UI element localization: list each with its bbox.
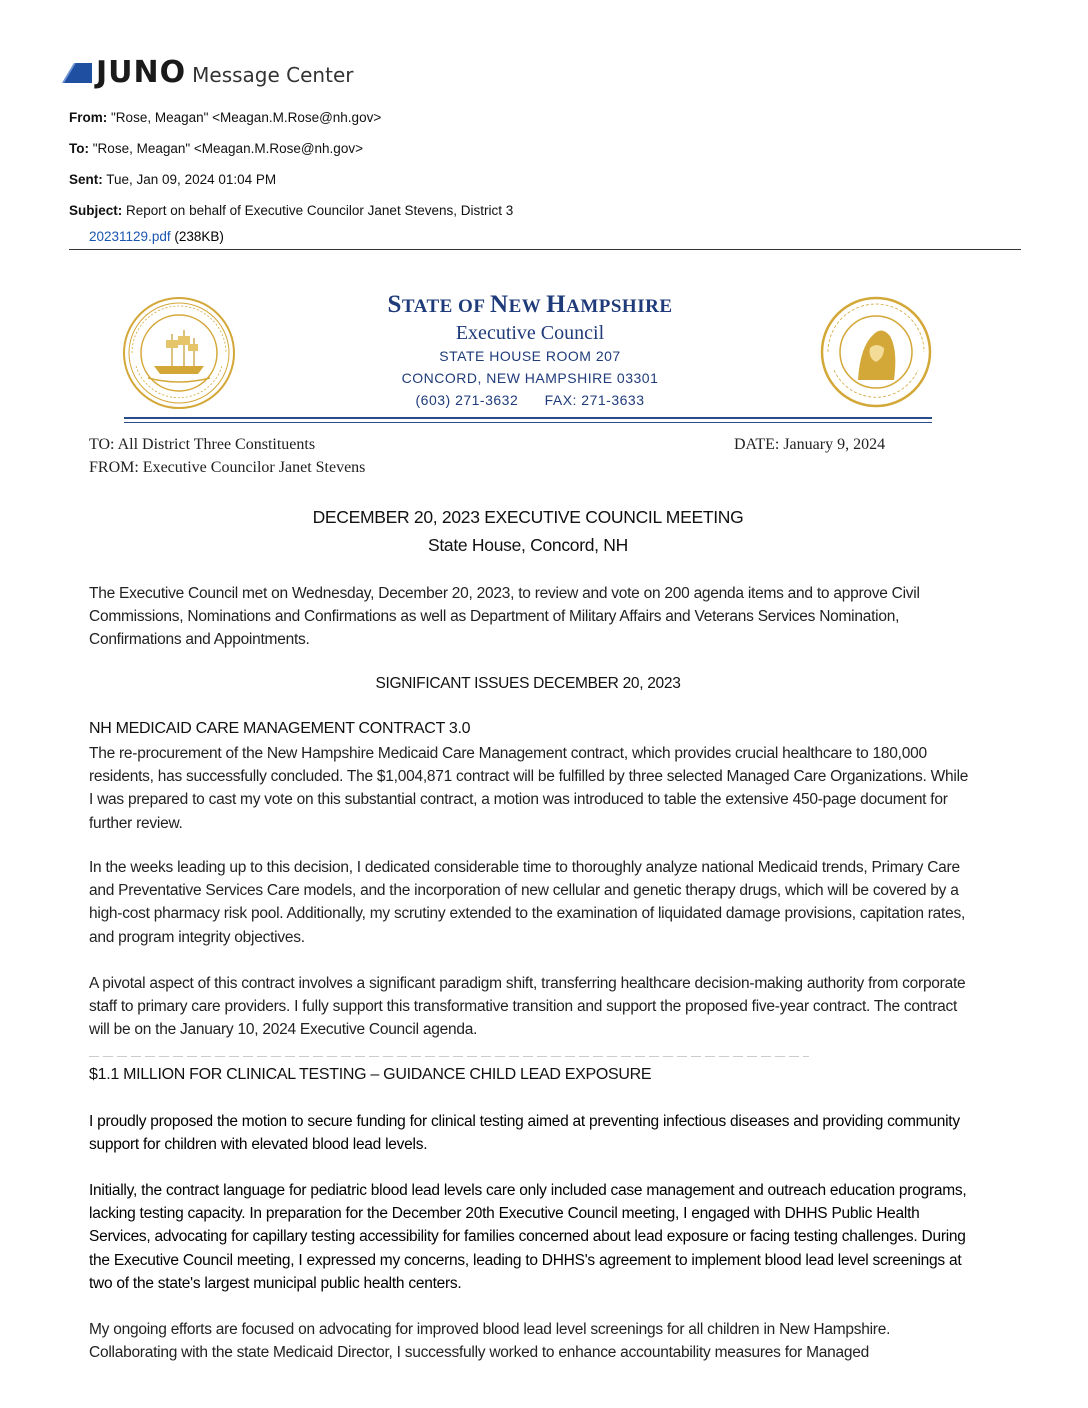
section2-heading: $1.1 MILLION FOR CLINICAL TESTING – GUIDANCE CHILD LEAD EXPOSURE	[89, 1066, 652, 1083]
sent-row	[69, 172, 276, 187]
attachment-row	[89, 229, 224, 244]
section-divider	[89, 1056, 809, 1057]
subject-label: Subject:	[69, 203, 123, 218]
header-divider	[69, 249, 1021, 250]
subject-row	[69, 203, 513, 218]
letterhead-title	[320, 291, 740, 319]
doc-location: State House, Concord, NH	[428, 535, 628, 555]
section2-paragraph-1: I proudly proposed the motion to secure funding for clinical testing aimed at preventing infectious diseases and providing community support for children with elevated blood lead levels.	[89, 1113, 960, 1154]
to-label: To:	[69, 141, 89, 156]
significant-issues-heading: SIGNIFICANT ISSUES DECEMBER 20, 2023	[375, 675, 681, 692]
letterhead-subtitle: Executive Council	[455, 322, 605, 344]
title-n: N	[490, 291, 509, 318]
to-value: "Rose, Meagan" <Meagan.M.Rose@nh.gov>	[92, 141, 363, 156]
juno-brand: JUNO	[96, 55, 187, 90]
letterhead-rule-thin	[124, 422, 932, 423]
juno-mark-icon	[62, 61, 92, 85]
memo-from: FROM: Executive Councilor Janet Stevens	[89, 459, 366, 476]
section1-paragraph-3: A pivotal aspect of this contract involves a significant paradigm shift, transferring healthcare decision-making authority from corporate staff to primary care providers. I fully support this transformative transition and support the proposed five-year contract. The contract will be on the January 10, 2024 Executive Council agenda.	[89, 975, 966, 1039]
title-ampshire: AMPSHIRE	[566, 296, 673, 317]
juno-logo	[62, 56, 353, 90]
sent-label: Sent:	[69, 172, 103, 187]
intro-paragraph: The Executive Council met on Wednesday, December 20, 2023, to review and vote on 200 agenda items and to approve Civil Commissions, Nominations and Confirmations as well as Department of Military Affairs and Veterans Services Nomination, Confirmations and Appointments.	[89, 585, 920, 649]
state-seal-ship-icon	[122, 296, 236, 410]
live-free-or-die-seal-icon	[818, 296, 934, 408]
attachment-link[interactable]: 20231129.pdf	[89, 229, 171, 244]
section1-paragraph-2: In the weeks leading up to this decision, I dedicated considerable time to thoroughly analyze national Medicaid trends, Primary Care and Preventative Services Care models, and the incorporation of new cellular and genetic therapy drugs, which will be covered by a high-cost pharmacy risk pool. Additionally, my scrutiny extended to the examination of liquidated damage provisions, capitation rates, and program integrity objectives.	[89, 859, 966, 946]
sent-value: Tue, Jan 09, 2024 01:04 PM	[106, 172, 277, 187]
letterhead-phone: (603) 271-3632 FAX: 271-3633	[415, 392, 645, 408]
juno-subtitle: Message Center	[192, 63, 354, 87]
title-h: H	[546, 291, 567, 318]
section1-paragraph-1: The re-procurement of the New Hampshire Medicaid Care Management contract, which provides crucial healthcare to 180,000 residents, has successfully concluded. The $1,004,871 contract will be fulfilled by three selected Managed Care Organizations. While I was prepared to cast my vote on this substantial contract, a motion was introduced to table the extensive 450-page document for further review.	[89, 745, 969, 832]
section2-paragraph-2: Initially, the contract language for pediatric blood lead levels care only included case management and outreach education programs, lacking testing capacity. In preparation for the December 20th Executive Council meeting, I engaged with DHHS Public Health Services, advocating for capillary testing accessibility for families concerned about lead exposure or facing testing challenges. During the Executive Council meeting, I expressed my concerns, leading to DHHS's agreement to implement blood lead level screenings at two of the state's largest municipal public health centers.	[89, 1182, 967, 1292]
title-s: S	[387, 291, 402, 318]
letterhead-rule	[124, 417, 932, 419]
attachment-size: (238KB)	[174, 229, 224, 244]
from-value: "Rose, Meagan" <Meagan.M.Rose@nh.gov>	[111, 110, 382, 125]
doc-title: DECEMBER 20, 2023 EXECUTIVE COUNCIL MEETING	[312, 507, 744, 527]
letterhead-address: CONCORD, NEW HAMPSHIRE 03301	[401, 370, 659, 386]
memo-to: TO: All District Three Constituents	[89, 436, 316, 453]
to-row	[69, 141, 363, 156]
title-ew: EW	[508, 296, 547, 317]
memo-date: DATE: January 9, 2024	[734, 436, 886, 453]
section1-heading: NH MEDICAID CARE MANAGEMENT CONTRACT 3.0	[89, 720, 471, 737]
letterhead-room: STATE HOUSE ROOM 207	[439, 348, 621, 364]
from-row	[69, 110, 381, 125]
title-tate: TATE OF	[401, 296, 490, 317]
subject-value: Report on behalf of Executive Councilor Janet Stevens, District 3	[126, 203, 514, 218]
from-label: From:	[69, 110, 108, 125]
section2-paragraph-3: My ongoing efforts are focused on advocating for improved blood lead level screenings for all children in New Hampshire. Collaborating with the state Medicaid Director, I successfully worked to enhance accountability measures for Managed	[89, 1321, 891, 1362]
